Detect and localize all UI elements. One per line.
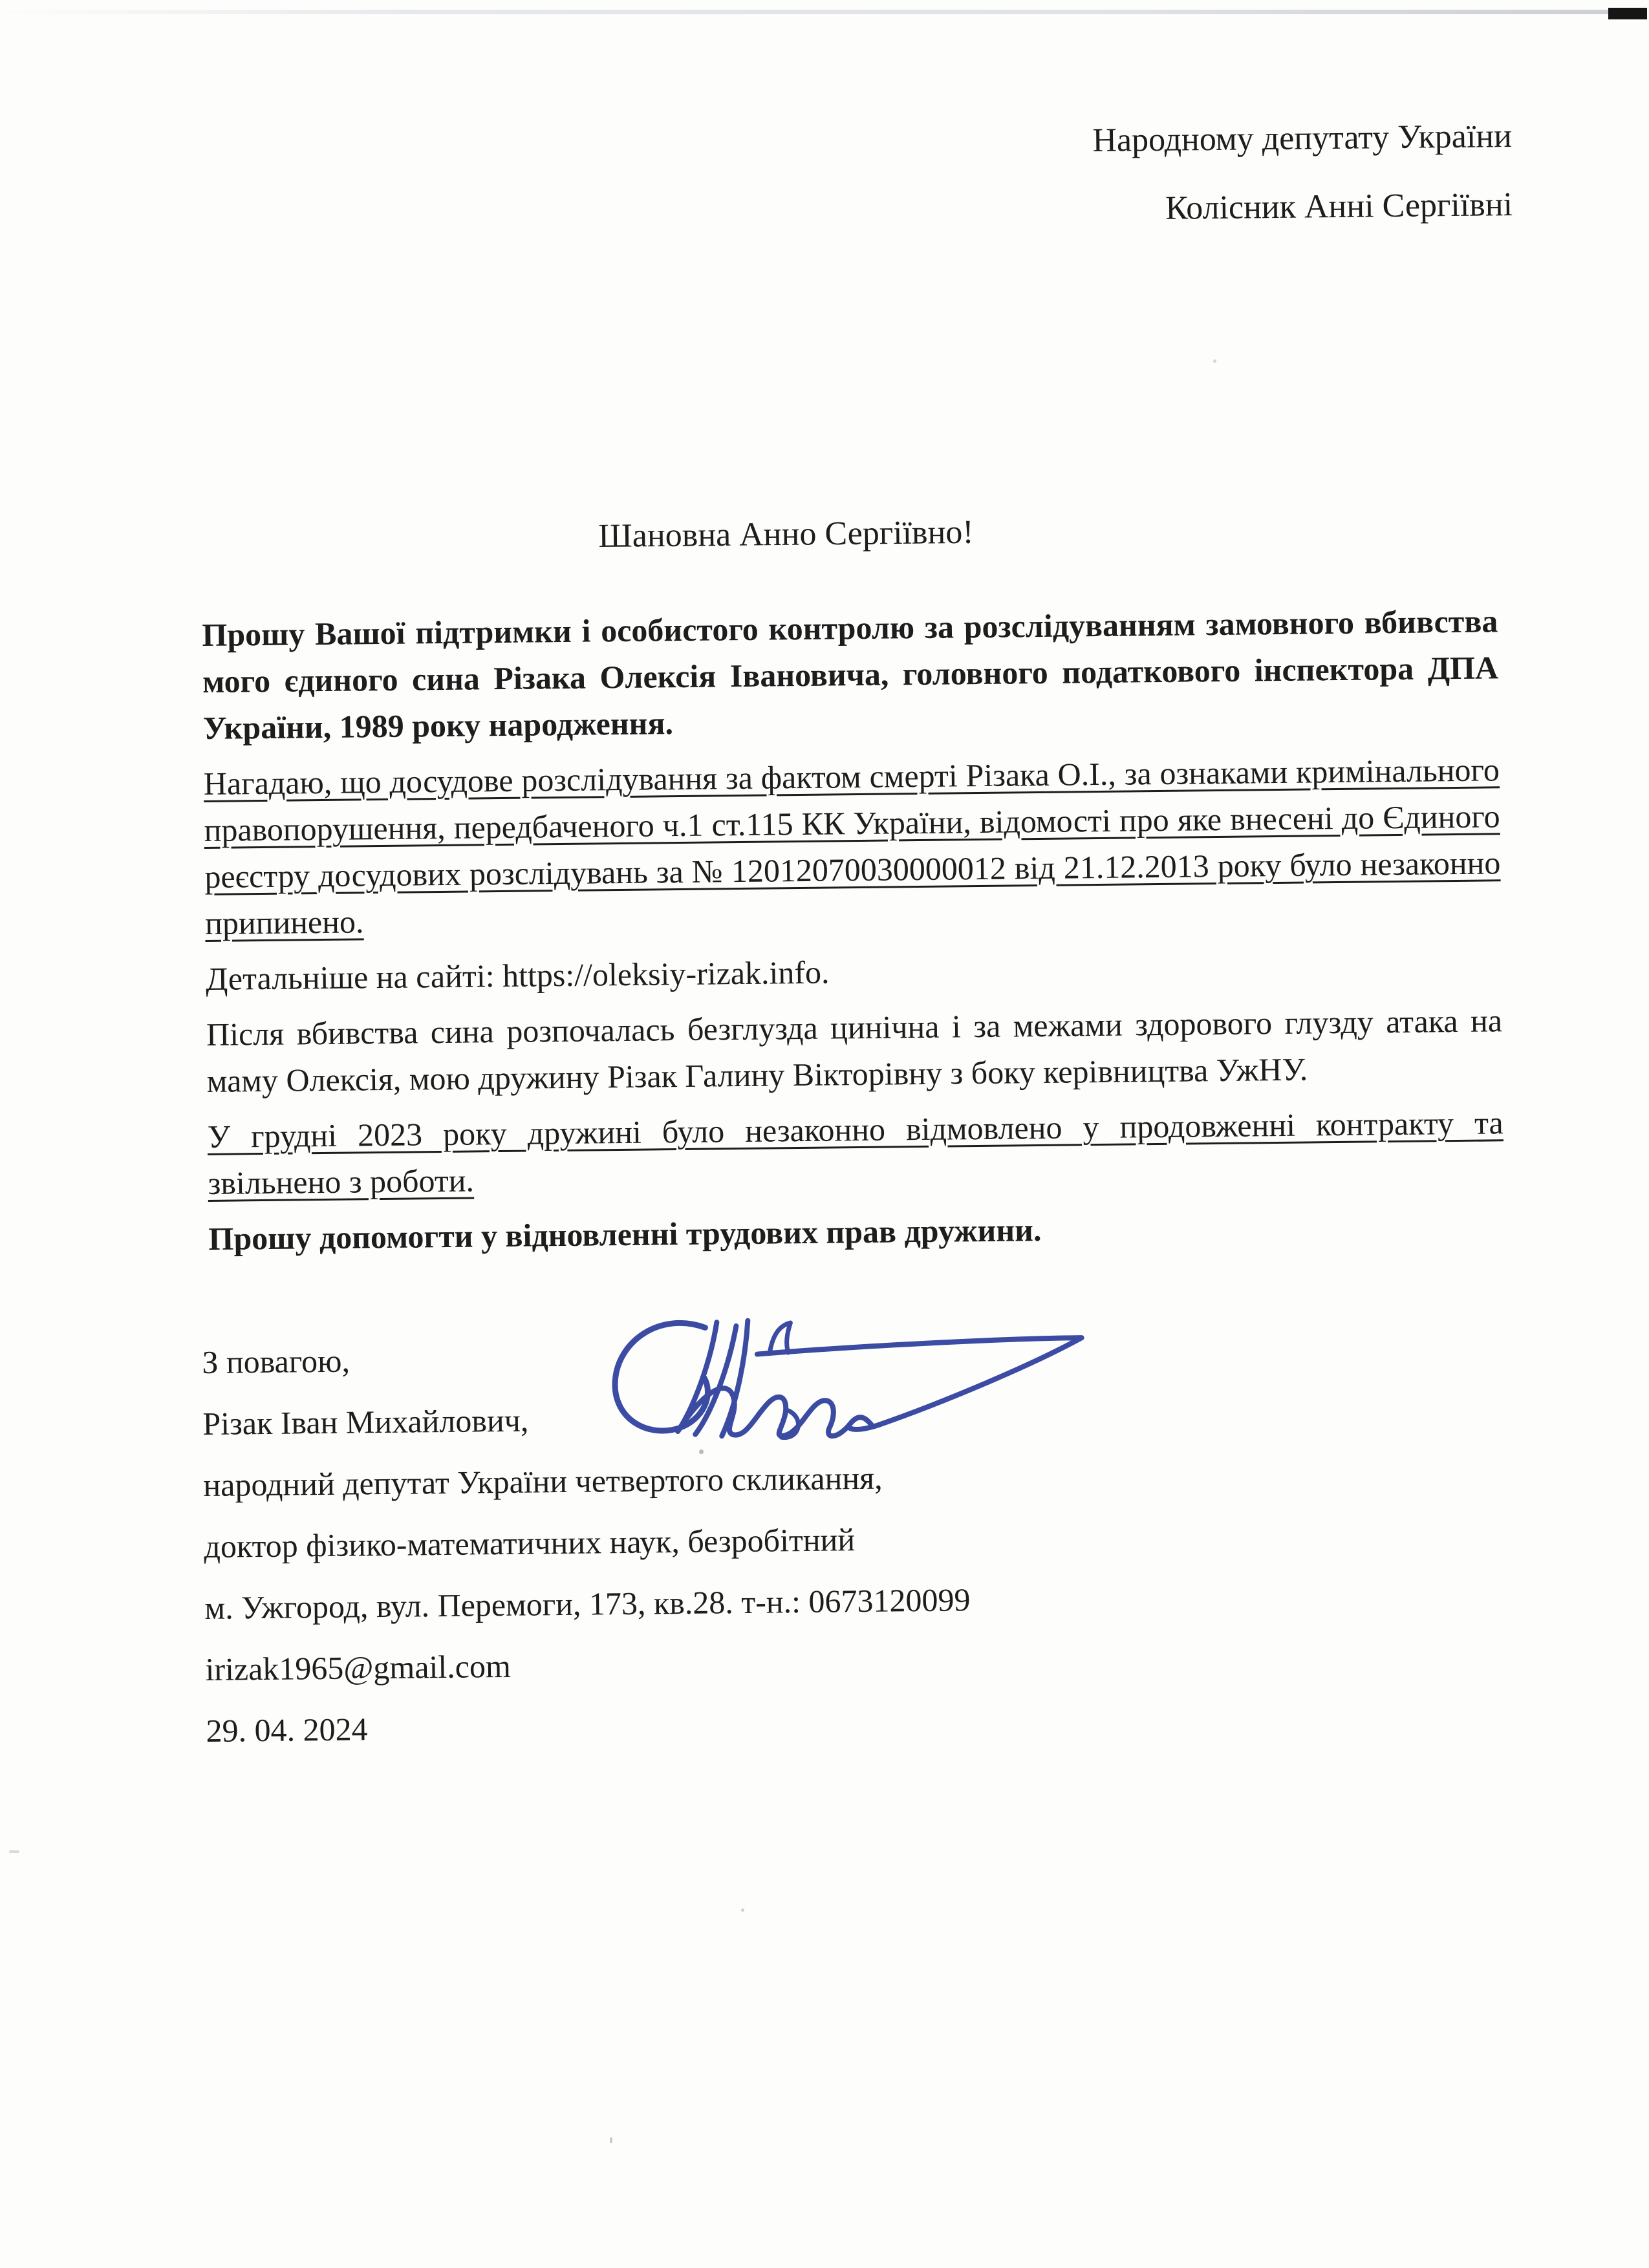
recipient-block xyxy=(1093,114,1514,255)
scan-speck xyxy=(1213,359,1216,363)
scan-speck xyxy=(741,1909,744,1912)
recipient-line-2: Колісник Анні Сергіївні xyxy=(1165,186,1513,227)
paragraph-attack-on-mother: Після вбивства сина розпочалась безглузда цинічна і за межами здорового глузду атака на маму Олексія, мою дружину Різак Галину Вікторівну з боку керівництва УжНУ. xyxy=(206,1002,1503,1099)
sender-address-phone: м. Ужгород, вул. Перемоги, 173, кв.28. т-н.: 0673120099 xyxy=(204,1581,971,1626)
paragraph-request-investigation: Прошу Вашої підтримки і особистого контролю за розслідуванням замовного вбивства мого єдиного сина Різака Олексія Івановича, головного податкового інспектора ДПА України, 1989 року народження. xyxy=(202,603,1499,746)
sender-degree: доктор фізико-математичних наук, безробітний xyxy=(204,1521,856,1565)
scan-speck xyxy=(610,2137,612,2143)
sender-email: irizak1965@gmail.com xyxy=(205,1647,512,1687)
sender-name: Різак Іван Михайлович, xyxy=(202,1402,529,1442)
scan-speck xyxy=(9,1850,19,1853)
recipient-line-1: Народному депутату України xyxy=(1092,117,1513,160)
salutation: Шановна Анно Сергіївно! xyxy=(598,513,975,555)
sender-title: народний депутат України четвертого скликання, xyxy=(203,1459,883,1503)
scan-streak-artifact xyxy=(0,10,1611,14)
letter-body xyxy=(202,597,1505,1271)
closing-regards: З повагою, xyxy=(202,1342,350,1380)
paragraph-website: Детальніше на сайті: https://oleksiy-rizak.info. xyxy=(205,954,830,997)
paragraph-contract-termination: У грудні 2023 року дружині було незаконно відмовлено у продовженні контракту та звільнено з роботи. xyxy=(207,1104,1503,1201)
scan-artifact-corner-mark xyxy=(1608,8,1647,19)
letter-date: 29. 04. 2024 xyxy=(206,1711,368,1749)
paragraph-case-closed: Нагадаю, що досудове розслідування за фактом смерті Різака О.І., за ознаками кримінального правопорушення, передбаченого ч.1 ст.115 КК України, відомості про яке внесені до Єдиного реєстру досудових розслідувань за № 12012070030000012 від 21.12.2013 року було незаконно припинено. xyxy=(203,751,1501,941)
paragraph-request-help: Прошу допомогти у відновленні трудових прав дружини. xyxy=(208,1212,1042,1257)
closing-block xyxy=(202,1331,972,1770)
